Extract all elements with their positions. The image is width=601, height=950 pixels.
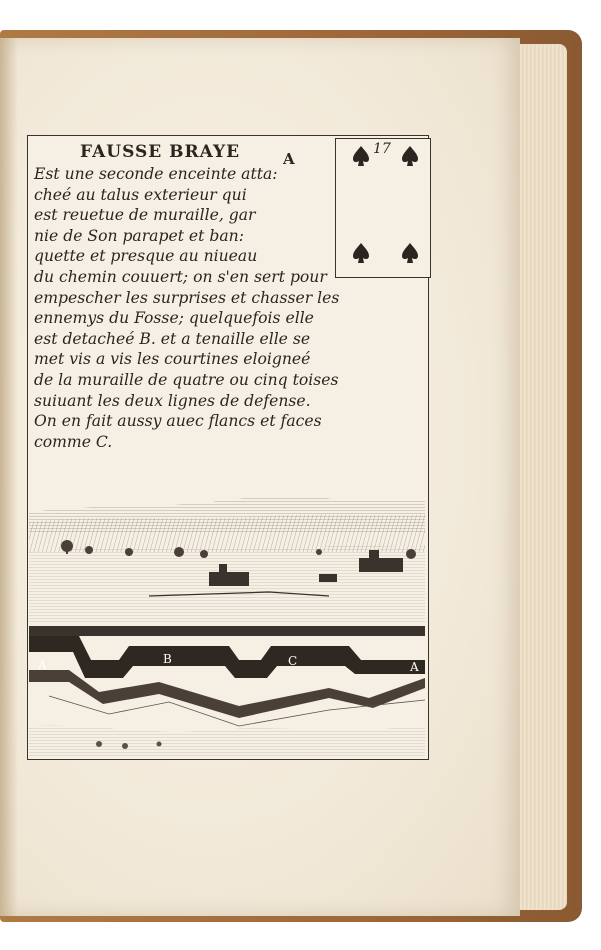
fortification-plan [29, 626, 425, 756]
title-mark: A [283, 150, 295, 168]
text-line: est reuetue de muraille, gar [34, 206, 256, 225]
card-title: FAUSSE BRAYE [80, 142, 241, 162]
text-line: comme C. [34, 432, 113, 451]
text-line: empescher les surprises et chasser les [34, 288, 340, 307]
plan-label-b: B [163, 652, 172, 666]
page-gutter [0, 38, 18, 916]
text-line: cheé au talus exterieur qui [34, 185, 247, 204]
text-line: On en fait aussy auec flancs et faces [34, 412, 322, 431]
plan-label-a-right: A [410, 660, 419, 674]
card-description [34, 164, 426, 452]
landscape-engraving [29, 492, 425, 624]
text-line: Est une seconde enceinte atta: [34, 165, 278, 183]
plan-label-a-left: A [38, 658, 47, 672]
text-line: ennemys du Fosse; quelquefois elle [34, 309, 314, 328]
text-line: nie de Son parapet et ban: [34, 226, 244, 245]
text-line: met vis a vis les courtines eloigneé [34, 350, 311, 369]
text-line: de la muraille de quatre ou cinq toises [34, 370, 339, 389]
plan-label-c: C [288, 654, 298, 668]
text-line: quette et presque au niueau [34, 247, 258, 266]
text-line: est detacheé B. et a tenaille elle se [34, 329, 311, 348]
text-line: du chemin couuert; on s'en sert pour [34, 267, 327, 286]
text-line: suiuant les deux lignes de defense. [34, 391, 311, 410]
card-number: 17 [373, 141, 391, 157]
